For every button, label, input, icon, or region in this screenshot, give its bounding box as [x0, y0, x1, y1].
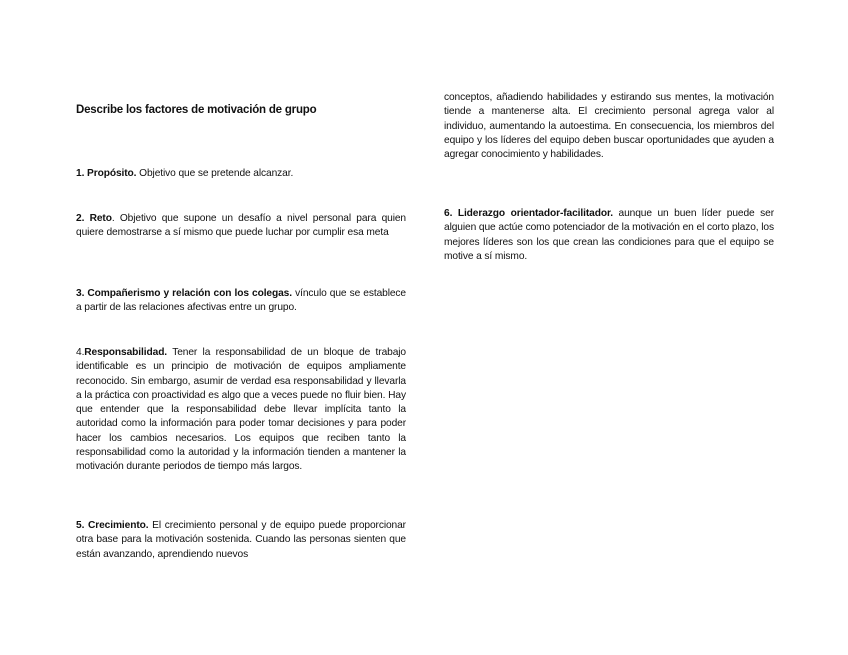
section-text: El crecimiento personal y de equipo puede proporcionar otra base para la motivación sostenida. Cuando las personas sienten que están avanzando, aprendiendo nuevos — [76, 520, 406, 560]
section-crecimiento-continuation — [444, 91, 774, 162]
section-heading: 2. Reto — [76, 213, 112, 224]
section-heading: 3. Compañerismo y relación con los colegas. — [76, 288, 292, 299]
document-title: Describe los factores de motivación de grupo — [76, 104, 317, 116]
section-text: aunque un buen líder puede ser alguien que actúe como potenciador de la motivación en el corto plazo, los mejores líderes son los que crean las condiciones para que el equipo se motive a sí mismo. — [444, 208, 774, 262]
section-heading: 1. Propósito. — [76, 168, 137, 179]
section-text: conceptos, añadiendo habilidades y estirando sus mentes, la motivación tiende a mantenerse alta. El crecimiento personal agrega valor al individuo, aumentando la autoestima. En consecuencia, los miembros del equipo y los líderes del equipo deben buscar oportunidades que ayuden a agregar conocimiento y habilidades. — [444, 92, 774, 161]
section-responsabilidad — [76, 346, 406, 475]
section-liderazgo — [444, 207, 774, 264]
section-text: vínculo que se establece a partir de las relaciones afectivas entre un grupo. — [76, 288, 406, 314]
section-proposito — [76, 167, 406, 181]
section-companerismo — [76, 287, 406, 316]
section-reto — [76, 212, 406, 241]
section-heading: Responsabilidad. — [84, 347, 168, 358]
section-crecimiento — [76, 519, 406, 562]
section-text: Objetivo que se pretende alcanzar. — [136, 168, 294, 179]
section-text: Tener la responsabilidad de un bloque de trabajo identificable es un principio de motivación de equipos ampliamente reconocido. Sin embargo, asumir de verdad esa responsabilidad y llevarla a la práctica con proactividad es algo que a veces puede no fluir bien. Hay que entender que la responsabilidad debe llevar implícita tanto la autoridad como la información para poder tomar decisiones y para poder hacer los cambios necesarios. Los equipos que reciben tanto la responsabilidad como la autoridad y la información tienden a mantener la motivación durante periodos de tiempo más largos. — [76, 347, 406, 473]
section-heading: 5. Crecimiento. — [76, 520, 149, 531]
section-text: . Objetivo que supone un desafío a nivel personal para quien quiere demostrarse a sí mismo que puede luchar por cumplir esa meta — [76, 213, 407, 239]
section-prefix: 4. — [76, 347, 85, 358]
section-heading: 6. Liderazgo orientador-facilitador. — [444, 208, 613, 219]
